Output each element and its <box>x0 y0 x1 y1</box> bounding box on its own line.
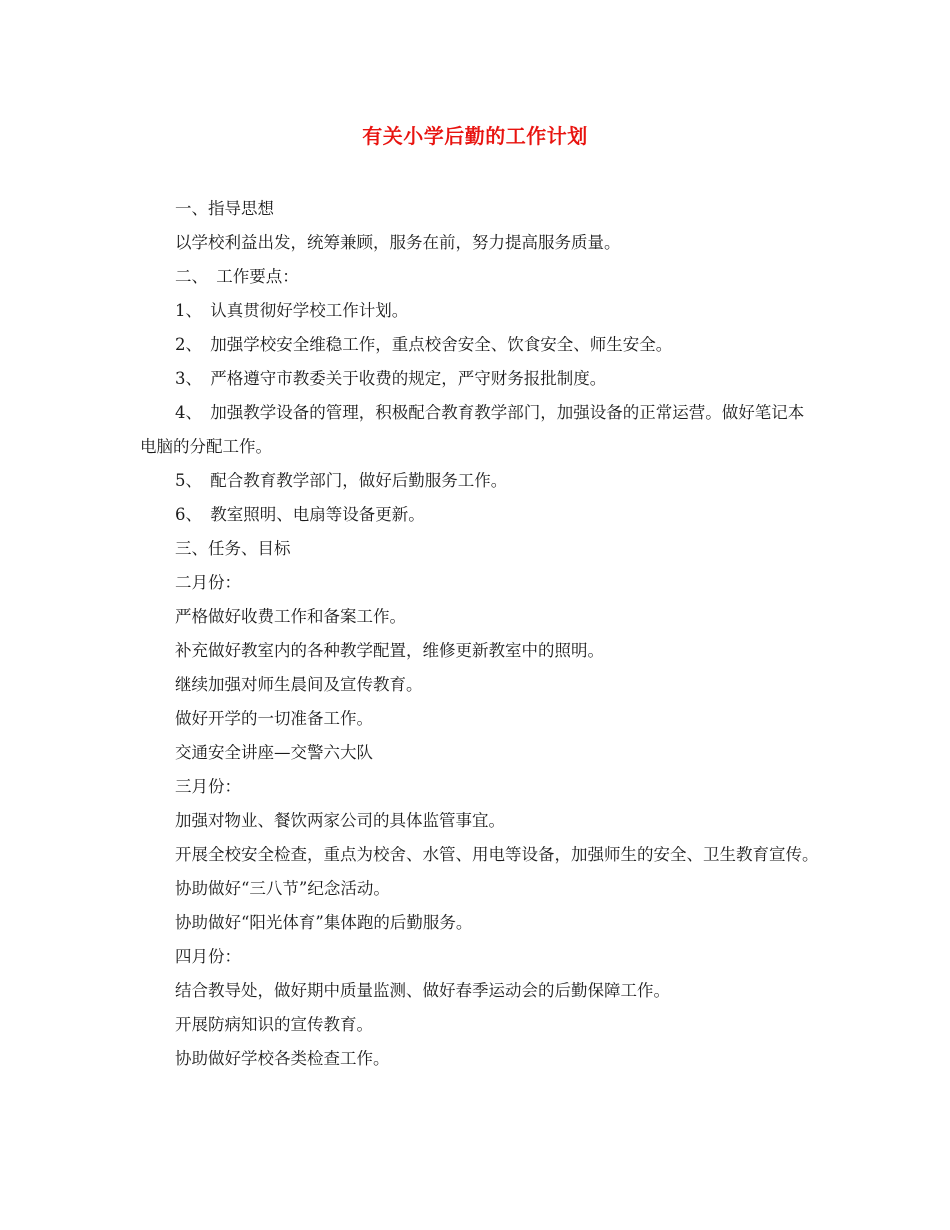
month-heading-april: 四月份： <box>175 947 241 966</box>
list-item: 6、 教室照明、电扇等设备更新。 <box>175 505 425 524</box>
list-item: 1、 认真贯彻好学校工作计划。 <box>175 301 409 320</box>
paragraph: 协助做好学校各类检查工作。 <box>175 1049 390 1068</box>
month-heading-february: 二月份： <box>175 573 241 592</box>
paragraph: 结合教导处，做好期中质量监测、做好春季运动会的后勤保障工作。 <box>175 981 670 1000</box>
heading-work-points: 二、 工作要点： <box>175 267 299 286</box>
paragraph: 补充做好教室内的各种教学配置，维修更新教室中的照明。 <box>175 641 604 660</box>
heading-guiding-ideology: 一、指导思想 <box>175 199 274 218</box>
heading-tasks-goals: 三、任务、目标 <box>175 539 291 558</box>
paragraph: 开展全校安全检查，重点为校舍、水管、用电等设备，加强师生的安全、卫生教育宣传。 <box>175 845 819 864</box>
paragraph: 以学校利益出发，统筹兼顾，服务在前，努力提高服务质量。 <box>175 233 621 252</box>
paragraph: 协助做好“阳光体育”集体跑的后勤服务。 <box>175 913 473 932</box>
paragraph: 协助做好“三八节”纪念活动。 <box>175 879 390 898</box>
paragraph: 继续加强对师生晨间及宣传教育。 <box>175 675 423 694</box>
paragraph: 加强对物业、餐饮两家公司的具体监管事宜。 <box>175 811 505 830</box>
list-item: 5、 配合教育教学部门，做好后勤服务工作。 <box>175 471 508 490</box>
list-item: 4、 加强教学设备的管理，积极配合教育教学部门，加强设备的正常运营。做好笔记本电脑的分配工作。 <box>140 403 805 456</box>
list-item: 3、 严格遵守市教委关于收费的规定，严守财务报批制度。 <box>175 369 607 388</box>
paragraph: 严格做好收费工作和备案工作。 <box>175 607 406 626</box>
paragraph: 交通安全讲座—交警六大队 <box>175 743 373 762</box>
month-heading-march: 三月份： <box>175 777 241 796</box>
document-body <box>140 192 820 1076</box>
list-item: 2、 加强学校安全维稳工作，重点校舍安全、饮食安全、师生安全。 <box>175 335 673 354</box>
paragraph: 做好开学的一切准备工作。 <box>175 709 373 728</box>
document-title: 有关小学后勤的工作计划 <box>362 124 588 148</box>
paragraph: 开展防病知识的宣传教育。 <box>175 1015 373 1034</box>
